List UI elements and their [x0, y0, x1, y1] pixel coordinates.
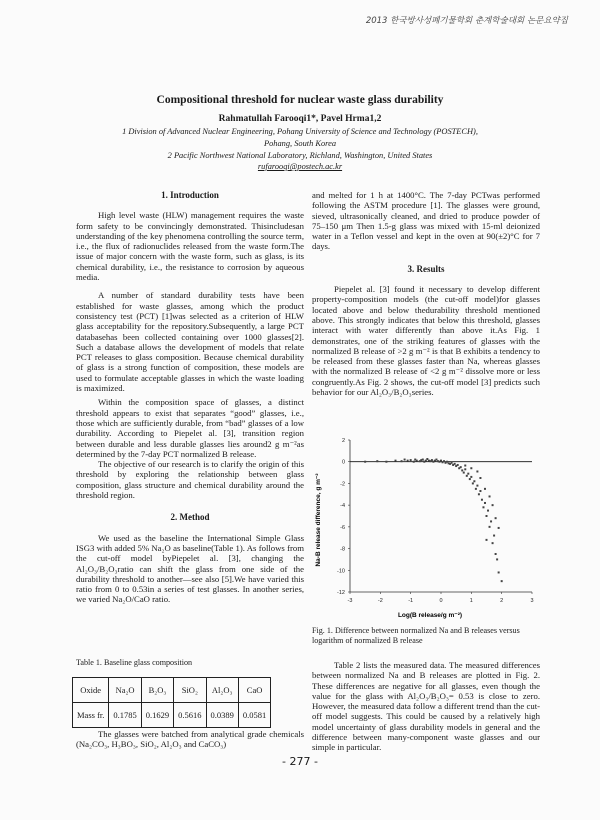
- data-point: [451, 462, 453, 464]
- left-column: [76, 190, 304, 605]
- data-point: [422, 459, 424, 461]
- data-point: [466, 475, 468, 477]
- data-point: [484, 502, 486, 504]
- paragraph: Table 2 lists the measured data. The measured differences between normalized Na and B releases are plotted in Fig. 2. These differences are negative for all glasses, even though the value for the glass with Al₂O₃/B₂O₃= 0.53 is close to zero. However, the measured data follow a different trend than the cut-off model suggests. This could be caused by a relatively high model uncertainty of glass durability models in general and the difference between many-component waste glasses and our simple in particular.: [312, 660, 540, 753]
- data-point: [476, 470, 478, 472]
- x-tick-label: 2: [500, 598, 504, 604]
- authors: Rahmatullah Farooqi1*, Pavel Hrma1,2: [218, 114, 382, 124]
- table-cell: 0.0581: [238, 703, 270, 728]
- paragraph: and melted for 1 h at 1400°C. The 7-day PCTwas performed following the ASTM procedure [1]. The glasses were ground, sieved, ultrasonically cleaned, and dried to produce powder of 75–150 μm Then 1.5-g glass was mixed with 15-ml deionized water in a Teflon vessel and kept in the oven at 90(±2)°C for 7 days.: [312, 190, 540, 252]
- section-heading-results: 3. Results: [407, 263, 445, 274]
- y-tick-label: -6: [340, 524, 345, 531]
- table-row: [73, 703, 271, 728]
- data-point: [464, 465, 466, 467]
- results-continued: [312, 660, 540, 753]
- paragraph: Piepelet al. [3] found it necessary to develop different property-composition models (the cut-off model)for glasses located above and below thedurability threshold mentioned above. This strongly indicates that below this threshold, glasses interact with water differently than above it.As Fig. 1 demonstrates, one of the striking features of glasses with the normalized B release of >2 g m⁻² is that B exhibits a tendency to be released from these glasses faster than Na, whereas glasses with the normalized B release of <2 g m⁻² dissolve more or less congruently.As Fig. 2 shows, the cut-off model [3] predicts such behavior for our Al₂O₃/B₂O₃series.: [312, 284, 540, 398]
- y-tick-label: -10: [337, 568, 345, 575]
- data-point: [413, 461, 415, 463]
- data-point: [473, 480, 475, 482]
- table-header-cell: CaO: [238, 678, 270, 703]
- plot-area: [337, 438, 533, 604]
- section-heading-introduction: 1. Introduction: [161, 190, 219, 200]
- table-caption: Table 1. Baseline glass composition: [76, 658, 193, 667]
- data-point: [376, 460, 378, 462]
- affiliation-2: 2 Pacific Northwest National Laboratory, Richland, Washington, United States: [167, 151, 433, 160]
- data-point: [495, 553, 497, 555]
- x-tick-label: 3: [530, 598, 534, 604]
- data-point: [481, 499, 483, 501]
- data-point: [457, 464, 459, 466]
- table-row-label: Mass fr.: [73, 703, 109, 728]
- running-header: 2013 한국방사성폐기물학회 춘계학술대회 논문요약집: [365, 16, 568, 26]
- baseline-composition-table: [72, 677, 271, 728]
- data-point: [495, 517, 497, 519]
- paragraph: We used as the baseline the International Simple Glass ISG3 with added 5% Na₂O as baseline(Table 1). As follows from the cut-off model byPiepelet al. [3], changing the Al₂O₃/B₂O₃ratio can shift the glass from one side of the durability threshold to another—see also [5].We have varied this ratio from 0 to 0.53in a series of test glasses. In another series, we varied Na₂O/CaO ratio.: [76, 532, 304, 605]
- data-point: [496, 558, 498, 560]
- data-point: [482, 506, 484, 508]
- x-axis-label: Log(B release/g m⁻²): [397, 612, 463, 619]
- table-header-cell: Oxide: [73, 678, 109, 703]
- data-point: [498, 527, 500, 529]
- data-point: [463, 472, 465, 474]
- x-tick-label: -2: [377, 598, 383, 604]
- affiliation-1-city: Pohang, South Korea: [263, 139, 337, 148]
- data-point: [484, 488, 486, 490]
- data-point: [493, 535, 495, 537]
- data-point: [460, 466, 462, 468]
- paragraph: The objective of our research is to clarify the origin of this threshold by exploring the relationship between glass composition, glass structure and chemical durability around the threshold region.: [76, 459, 304, 501]
- y-tick-label: -2: [340, 481, 345, 488]
- paragraph: A number of standard durability tests have been established for waste glasses, among which the product consistency test (PCT) [1]was selected as a criterion of HLW glass acceptability for the repository.Subsequently, a large PCT databasehas been collected containing over 1000 glasses[2]. Such a database allows the development of models that relate PCT releases to glass composition. Because chemical durability of glass is a strong function of composition, these models are used to formulate acceptable glasses in which the waste loading is maximized.: [76, 290, 304, 394]
- data-point: [461, 469, 463, 471]
- data-point: [464, 468, 466, 470]
- data-point: [489, 495, 491, 497]
- data-point: [478, 493, 480, 495]
- paper-title: Compositional threshold for nuclear waste glass durability: [156, 94, 444, 106]
- data-point: [486, 539, 488, 541]
- figure-caption: Fig. 1. Difference between normalized Na and B releases versus logarithm of normalized B release: [312, 626, 520, 645]
- paragraph: Within the composition space of glasses, a distinct threshold appears to exist that separates “good” glasses, i.e., those which are sufficiently durable, from “bad” glasses of a low durability. According to Piepelet al. [3], transition region between durable and less durable glasses lies around2 g m⁻²as determined by the 7-day PCT normalized B release.: [76, 397, 304, 459]
- data-point: [404, 459, 406, 461]
- data-point: [469, 478, 471, 480]
- fig1-scatter-chart: [312, 432, 540, 622]
- table-cell: 0.0389: [206, 703, 238, 728]
- table-header-cell: B₂O₃: [141, 678, 173, 703]
- data-point: [416, 460, 418, 462]
- data-point: [498, 571, 500, 573]
- data-point: [472, 482, 474, 484]
- data-point: [407, 460, 409, 462]
- x-tick-label: -1: [408, 598, 414, 604]
- data-point: [470, 467, 472, 469]
- data-point: [364, 461, 366, 463]
- data-point: [395, 460, 397, 462]
- x-tick-label: 1: [469, 598, 473, 604]
- data-point: [489, 526, 491, 528]
- affiliation-1: 1 Division of Advanced Nuclear Engineering, Pohang University of Science and Technology (POSTECH),: [122, 127, 478, 136]
- data-point: [475, 488, 477, 490]
- data-point: [385, 461, 387, 463]
- paragraph: The glasses were batched from analytical grade chemicals (Na₂CO₃, H₃BO₃, SiO₂, Al₂O₃ and CaCO₃): [76, 729, 304, 750]
- data-point: [479, 490, 481, 492]
- data-point: [479, 477, 481, 479]
- data-point: [454, 463, 456, 465]
- data-point: [410, 459, 412, 461]
- data-point: [492, 504, 494, 506]
- table-header-cell: Al₂O₃: [206, 678, 238, 703]
- y-tick-label: -12: [337, 590, 345, 596]
- table-header-cell: SiO₂: [174, 678, 206, 703]
- data-point: [487, 510, 489, 512]
- data-point: [486, 515, 488, 517]
- method-continued: [76, 729, 304, 750]
- data-point: [476, 485, 478, 487]
- y-axis-label: Na-B release difference, g m⁻²: [315, 473, 322, 567]
- section-heading-method: 2. Method: [170, 512, 210, 523]
- paragraph: High level waste (HLW) management requires the waste form safety to be convincingly demonstrated. Thisincludesan understanding of the key phenomena controlling the source term, i.e., the flux of radionuclides released from the waste form.The issue of major concern with the waste form, such as glass, is its chemical durability, i.e., the resistance to corrosion by aqueous media.: [76, 210, 304, 283]
- data-point: [492, 542, 494, 544]
- x-tick-label: 0: [439, 598, 443, 604]
- data-point: [401, 460, 403, 462]
- email-link[interactable]: rufarooqi@postech.ac.kr: [257, 162, 343, 171]
- page-number: - 277 -: [282, 755, 318, 768]
- y-tick-label: 2: [341, 438, 345, 444]
- right-column: [312, 190, 540, 397]
- data-point: [490, 520, 492, 522]
- table-header-cell: Na₂O: [109, 678, 141, 703]
- table-cell: 0.5616: [174, 703, 206, 728]
- y-tick-label: -8: [340, 546, 345, 553]
- table-cell: 0.1785: [109, 703, 141, 728]
- table-header-row: [73, 678, 271, 703]
- data-point: [501, 580, 503, 582]
- data-point: [470, 476, 472, 478]
- y-tick-label: -4: [340, 503, 345, 510]
- table-cell: 0.1629: [141, 703, 173, 728]
- data-point: [467, 473, 469, 475]
- x-tick-label: -3: [347, 598, 353, 604]
- y-tick-label: 0: [341, 459, 345, 466]
